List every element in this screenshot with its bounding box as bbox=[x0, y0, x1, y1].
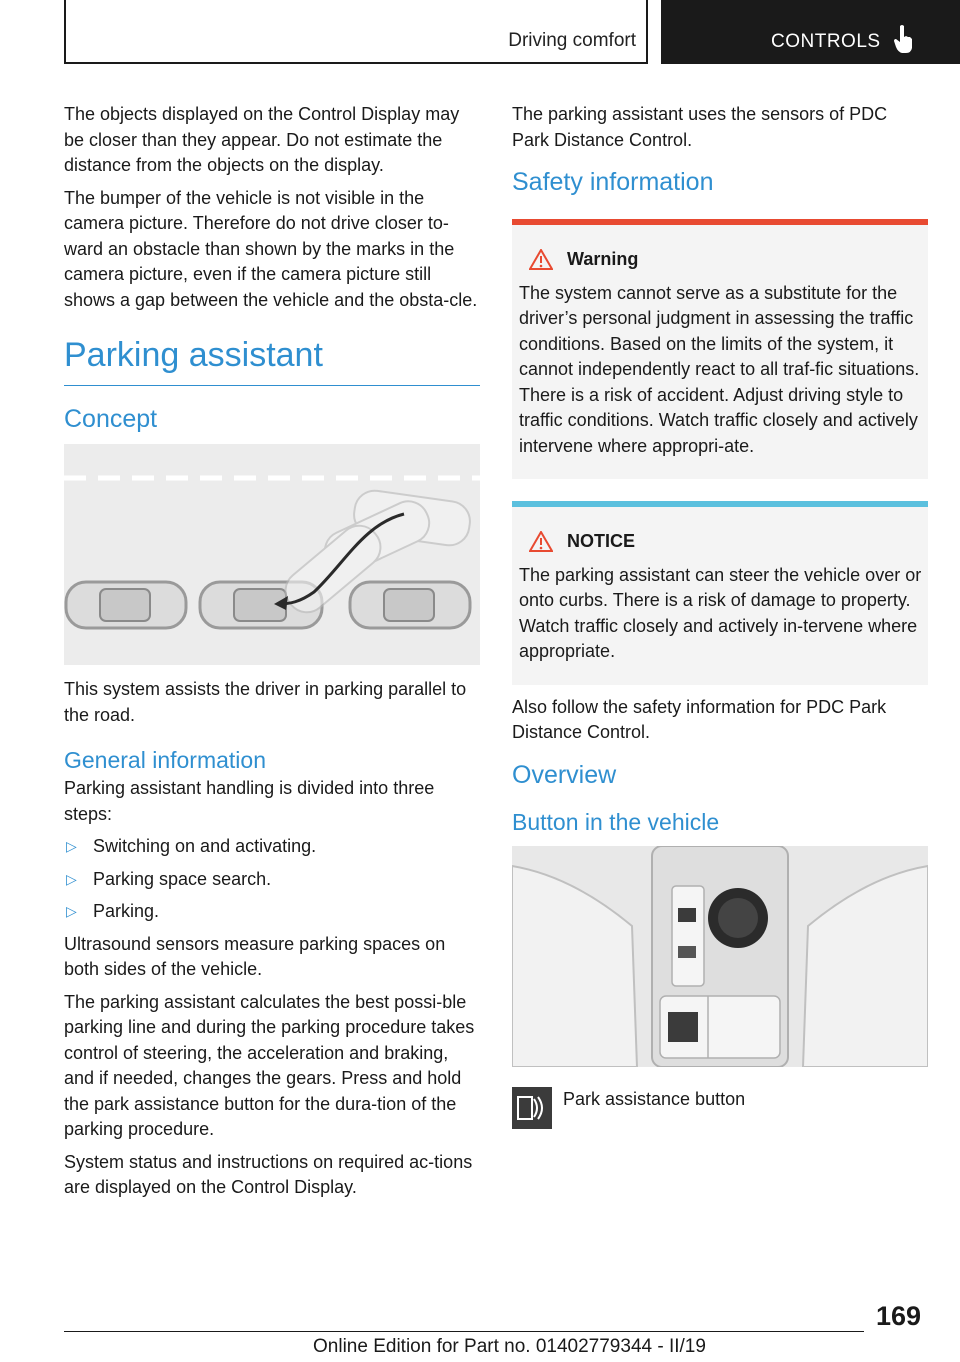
header-section-box bbox=[64, 0, 648, 64]
notice-title: NOTICE bbox=[567, 531, 636, 551]
ultrasound-paragraph: Ultrasound sensors measure parking spaces on both sides of the vehicle. bbox=[64, 933, 446, 979]
parking-concept-graphic bbox=[64, 444, 480, 665]
pointing-hand-icon bbox=[893, 24, 915, 54]
warning-header bbox=[519, 247, 922, 273]
header-section-title: Driving comfort bbox=[508, 30, 636, 51]
calculation-paragraph: The parking assistant calculates the best possi-ble parking line and during the parking procedure takes control of steering, the acceleration and braking, and if needed, changes the gears. Press and hold the park assistance button for the dura-tion of the parking procedure. bbox=[64, 991, 475, 1139]
bullet-triangle-icon: ▷ bbox=[66, 903, 77, 919]
page-number: 169 bbox=[876, 1301, 922, 1331]
bullet-triangle-icon: ▷ bbox=[66, 838, 77, 854]
footer-edition: Online Edition for Part no. 01402779344 - II/19 bbox=[313, 1336, 706, 1357]
center-console-illustration bbox=[512, 846, 928, 1067]
concept-description: This system assists the driver in parking parallel to the road. bbox=[64, 679, 467, 725]
notice-text: The parking assistant can steer the vehicle over or onto curbs. There is a risk of damage to property. Watch traffic closely and actively in-tervene where appropriate. bbox=[519, 564, 922, 661]
overview-heading: Overview bbox=[512, 760, 617, 789]
notice-triangle-icon bbox=[529, 531, 553, 552]
footer-divider bbox=[64, 1331, 864, 1332]
left-column bbox=[64, 102, 480, 1208]
right-column bbox=[512, 102, 928, 1129]
warning-text: The system cannot serve as a substitute for the driver’s personal judgment in assessing the traffic conditions. Based on the limits of the system, it cannot independently react to all traf-fic situations. There is a risk of accident. Adjust driving style to traffic conditions. Watch traffic closely and actively intervene where appropri-ate. bbox=[519, 282, 920, 456]
header-chapter-box bbox=[661, 0, 960, 64]
sensors-paragraph: The parking assistant uses the sensors of PDC Park Distance Control. bbox=[512, 104, 888, 150]
warning-title: Warning bbox=[567, 249, 639, 269]
general-information-heading: General information bbox=[64, 747, 266, 773]
notice-header bbox=[519, 529, 922, 555]
step-item: ▷ Parking. bbox=[64, 899, 480, 925]
concept-heading: Concept bbox=[64, 405, 158, 433]
step-item: ▷ Switching on and activating. bbox=[64, 834, 480, 860]
warning-box bbox=[512, 219, 928, 479]
general-intro: Parking assistant handling is divided into three steps: bbox=[64, 778, 435, 824]
step-item: ▷ Parking space search. bbox=[64, 867, 480, 893]
header-chapter-title: CONTROLS bbox=[771, 31, 881, 52]
park-assist-icon bbox=[512, 1087, 552, 1129]
button-in-vehicle-heading: Button in the vehicle bbox=[512, 808, 720, 835]
bumper-paragraph: The bumper of the vehicle is not visible in the camera picture. Therefore do not drive closer to-ward an obstacle than shown by the marks in the camera picture, even if the camera picture still shows a gap between the vehicle and the obsta-cle. bbox=[64, 187, 478, 310]
legend-label: Park assistance button bbox=[563, 1088, 746, 1109]
warning-triangle-icon bbox=[529, 249, 553, 270]
parking-concept-illustration bbox=[64, 444, 480, 665]
bullet-triangle-icon: ▷ bbox=[66, 870, 77, 887]
parked-car-right bbox=[350, 582, 470, 628]
camera-distance-paragraph: The objects displayed on the Control Display may be closer than they appear. Do not estimate the distance from the objects on the display. bbox=[64, 104, 460, 175]
parked-car-left bbox=[66, 582, 186, 628]
status-paragraph: System status and instructions on required ac-tions are displayed on the Control Display. bbox=[64, 1151, 473, 1197]
follow-safety-paragraph: Also follow the safety information for PDC Park Distance Control. bbox=[512, 696, 887, 742]
notice-box bbox=[512, 501, 928, 685]
parking-assistant-heading: Parking assistant bbox=[64, 335, 480, 386]
safety-information-heading: Safety information bbox=[512, 168, 714, 196]
center-console-graphic bbox=[512, 846, 928, 1067]
legend-item bbox=[512, 1087, 928, 1129]
